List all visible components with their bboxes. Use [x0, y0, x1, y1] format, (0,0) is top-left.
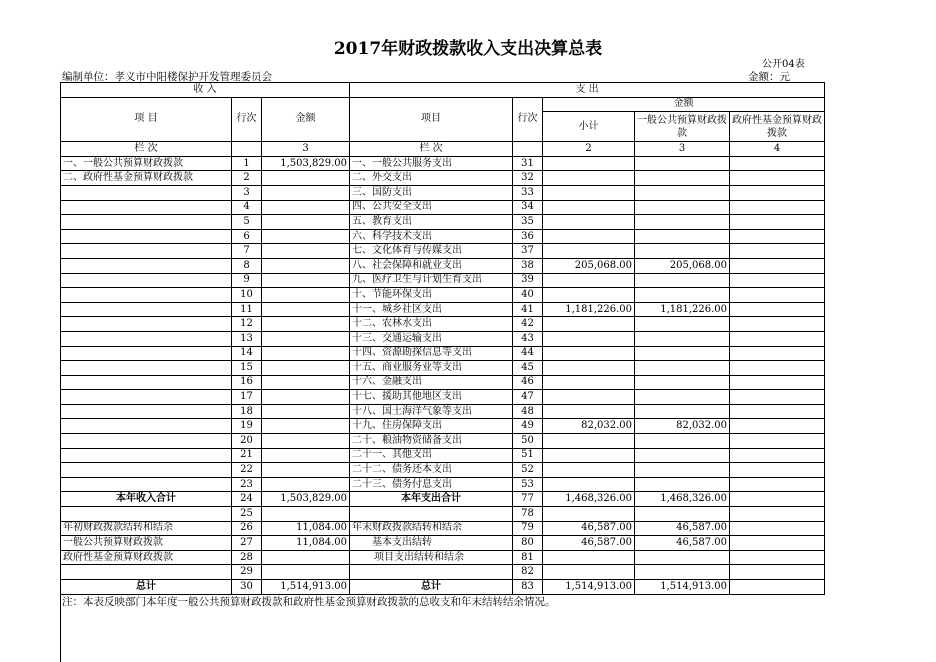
income-line-no: 8: [232, 258, 262, 273]
table-row: [61, 185, 825, 200]
exp-subtotal: [543, 361, 635, 376]
exp-total-gen: 1,468,326.00: [635, 492, 730, 507]
income-amount: [262, 229, 350, 244]
table-row: [61, 434, 825, 449]
income-header: 收 入: [61, 83, 350, 98]
table-row: [61, 302, 825, 317]
exp-item: 十二、农林水支出: [350, 317, 513, 332]
income-item: [61, 244, 232, 259]
income-item: [61, 273, 232, 288]
table-row: [61, 361, 825, 376]
exp-general-budget: [635, 273, 730, 288]
exp-gov-fund: [730, 361, 825, 376]
income-amount: [262, 390, 350, 405]
exp-line-header: 行次: [513, 97, 543, 142]
table-row: [61, 258, 825, 273]
expenditure-header: 支 出: [350, 83, 825, 98]
exp-line-no: 48: [513, 404, 543, 419]
exp-general-budget: [635, 448, 730, 463]
end-balance-no: 79: [513, 521, 543, 536]
grand-total-amt: 1,514,913.00: [262, 580, 350, 595]
income-line-no: 11: [232, 302, 262, 317]
exp-subtotal: 205,068.00: [543, 258, 635, 273]
income-line-no: 3: [232, 185, 262, 200]
table-row: [61, 156, 825, 171]
income-item: [61, 331, 232, 346]
project-carryover-label: 项目支出结转和结余: [350, 550, 513, 565]
exp-subtotal: [543, 477, 635, 492]
income-item: [61, 390, 232, 405]
exp-subtotal: [543, 273, 635, 288]
exp-line-no: 53: [513, 477, 543, 492]
exp-line-no: 33: [513, 185, 543, 200]
income-line-no: 1: [232, 156, 262, 171]
exp-line-no: 44: [513, 346, 543, 361]
income-item: 二、政府性基金预算财政拨款: [61, 171, 232, 186]
exp-line-no: 45: [513, 361, 543, 376]
income-amount: [262, 346, 350, 361]
exp-item: 十五、商业服务业等支出: [350, 361, 513, 376]
reporting-unit: 编制单位：孝义市中阳楼保护开发管理委员会: [62, 71, 272, 83]
exp-item: 十一、城乡社区支出: [350, 302, 513, 317]
exp-general-budget: [635, 215, 730, 230]
exp-item: 一、一般公共服务支出: [350, 156, 513, 171]
exp-general-budget: [635, 375, 730, 390]
income-line-no: 10: [232, 288, 262, 303]
grand-exp-no: 83: [513, 580, 543, 595]
table-row: [61, 448, 825, 463]
income-amount: [262, 448, 350, 463]
income-item-header: 项 目: [61, 97, 232, 142]
end-balance-gen: 46,587.00: [635, 521, 730, 536]
exp-total-label: 本年支出合计: [350, 492, 513, 507]
exp-line-no: 40: [513, 288, 543, 303]
exp-line-no: 49: [513, 419, 543, 434]
table-row: [61, 171, 825, 186]
exp-general-budget: [635, 200, 730, 215]
exp-line-no: 31: [513, 156, 543, 171]
income-amount: [262, 302, 350, 317]
income-item: [61, 361, 232, 376]
income-line-no: 19: [232, 419, 262, 434]
exp-line-no: 42: [513, 317, 543, 332]
income-item: [61, 200, 232, 215]
income-amount: [262, 215, 350, 230]
table-row: [61, 346, 825, 361]
income-item: [61, 375, 232, 390]
col-label: 栏 次: [61, 142, 232, 157]
exp-item: 十七、援助其他地区支出: [350, 390, 513, 405]
income-line-no: 12: [232, 317, 262, 332]
income-item: [61, 404, 232, 419]
exp-line-no: 32: [513, 171, 543, 186]
exp-gov-fund: [730, 390, 825, 405]
exp-gov-fund: [730, 302, 825, 317]
income-amount: [262, 361, 350, 376]
table-row: [61, 215, 825, 230]
exp-subtotal: [543, 200, 635, 215]
income-amount: [262, 463, 350, 478]
exp-item: 六、科学技术支出: [350, 229, 513, 244]
col-subtotal-no: 2: [543, 142, 635, 157]
exp-gov-fund: [730, 200, 825, 215]
grand-exp-sub: 1,514,913.00: [543, 580, 635, 595]
exp-total-no: 77: [513, 492, 543, 507]
income-amount: 1,503,829.00: [262, 156, 350, 171]
income-line-no: 16: [232, 375, 262, 390]
exp-subtotal: [543, 463, 635, 478]
income-line-no: 7: [232, 244, 262, 259]
gov-fund-no: 28: [232, 550, 262, 565]
col-amount-no: 3: [262, 142, 350, 157]
project-carryover-no: 81: [513, 550, 543, 565]
exp-subtotal: [543, 244, 635, 259]
income-amount: [262, 331, 350, 346]
exp-gov-fund: [730, 171, 825, 186]
income-item: [61, 346, 232, 361]
income-amount: [262, 288, 350, 303]
income-amount: [262, 375, 350, 390]
exp-general-budget: [635, 171, 730, 186]
exp-gov-fund: [730, 288, 825, 303]
income-total-amt: 1,503,829.00: [262, 492, 350, 507]
exp-general-budget: 82,032.00: [635, 419, 730, 434]
income-line-no: 17: [232, 390, 262, 405]
income-amount: [262, 258, 350, 273]
blank-ex-no: 78: [513, 507, 543, 522]
exp-general-budget: [635, 463, 730, 478]
exp-general-budget: [635, 317, 730, 332]
exp-item: 十三、交通运输支出: [350, 331, 513, 346]
grand-exp-gen: 1,514,913.00: [635, 580, 730, 595]
exp-subtotal: [543, 331, 635, 346]
exp-general-budget: [635, 244, 730, 259]
exp-line-no: 51: [513, 448, 543, 463]
exp-gov-fund: [730, 434, 825, 449]
exp-item: 十八、国土海洋气象等支出: [350, 404, 513, 419]
exp-subtotal: [543, 404, 635, 419]
exp-subtotal: [543, 448, 635, 463]
exp-subtotal: [543, 434, 635, 449]
income-item: [61, 229, 232, 244]
exp-gov-fund: [730, 477, 825, 492]
income-line-no: 15: [232, 361, 262, 376]
exp-general-budget: [635, 434, 730, 449]
grand-total-no: 30: [232, 580, 262, 595]
exp-line-no: 37: [513, 244, 543, 259]
col-gov-no: 4: [730, 142, 825, 157]
exp-item: 五、教育支出: [350, 215, 513, 230]
table-row: [61, 288, 825, 303]
income-line-header: 行次: [232, 97, 262, 142]
exp-item: 十四、资源勘探信息等支出: [350, 346, 513, 361]
income-item: [61, 463, 232, 478]
table-row: [61, 404, 825, 419]
income-line-no: 20: [232, 434, 262, 449]
exp-line-no: 35: [513, 215, 543, 230]
income-line-no: 18: [232, 404, 262, 419]
exp-item: 八、社会保障和就业支出: [350, 258, 513, 273]
exp-subtotal: 1,181,226.00: [543, 302, 635, 317]
general-budget-no: 27: [232, 536, 262, 551]
exp-gov-fund: [730, 244, 825, 259]
exp-subtotal: [543, 171, 635, 186]
income-item: [61, 215, 232, 230]
exp-item: 二十二、债务还本支出: [350, 463, 513, 478]
amount-group-header: 金额: [543, 97, 825, 112]
exp-line-no: 38: [513, 258, 543, 273]
general-budget-label: 一般公共预算财政拨款: [61, 536, 232, 551]
gov-fund-label: 政府性基金预算财政拨款: [61, 550, 232, 565]
basic-carryover-sub: 46,587.00: [543, 536, 635, 551]
exp-gov-fund: [730, 185, 825, 200]
exp-item: 二十一、其他支出: [350, 448, 513, 463]
income-amount: [262, 171, 350, 186]
table-row: [61, 229, 825, 244]
income-amount-header: 金额: [262, 97, 350, 142]
table-row: [61, 200, 825, 215]
basic-carryover-gen: 46,587.00: [635, 536, 730, 551]
exp-item-header: 项目: [350, 97, 513, 142]
exp-general-budget: [635, 477, 730, 492]
table-row: [61, 244, 825, 259]
exp-gov-fund: [730, 448, 825, 463]
income-line-no: 2: [232, 171, 262, 186]
exp-subtotal: [543, 288, 635, 303]
income-item: [61, 419, 232, 434]
table-row: [61, 390, 825, 405]
footnote: 注：本表反映部门本年度一般公共预算财政拨款和政府性基金预算财政拨款的总收支和年末结转结余情况。: [62, 596, 556, 608]
exp-item: 二、外交支出: [350, 171, 513, 186]
exp-subtotal: 82,032.00: [543, 419, 635, 434]
blank-in-no: 25: [232, 507, 262, 522]
exp-general-budget: [635, 331, 730, 346]
income-line-no: 21: [232, 448, 262, 463]
amount-unit: 金额：元: [748, 71, 790, 83]
exp-item: 四、公共安全支出: [350, 200, 513, 215]
exp-gov-fund: [730, 229, 825, 244]
exp-subtotal: [543, 229, 635, 244]
form-number: 公开04表: [762, 59, 805, 70]
col-general-no: 3: [635, 142, 730, 157]
income-amount: [262, 477, 350, 492]
income-line-no: 14: [232, 346, 262, 361]
table-row: [61, 477, 825, 492]
exp-item: 十六、金融支出: [350, 375, 513, 390]
left-border-line: [60, 594, 61, 662]
income-line-no: 4: [232, 200, 262, 215]
exp-subtotal: [543, 185, 635, 200]
income-line-no: 5: [232, 215, 262, 230]
blank2-in-no: 29: [232, 565, 262, 580]
income-amount: [262, 434, 350, 449]
exp-gov-fund: [730, 375, 825, 390]
budget-summary-table: [60, 82, 825, 595]
income-item: [61, 434, 232, 449]
exp-gov-fund: [730, 404, 825, 419]
income-amount: [262, 244, 350, 259]
table-row: [61, 317, 825, 332]
exp-gov-fund: [730, 346, 825, 361]
income-item: [61, 477, 232, 492]
table-row: [61, 331, 825, 346]
exp-general-budget: 1,181,226.00: [635, 302, 730, 317]
col-label-2: 栏 次: [350, 142, 513, 157]
begin-balance-amt: 11,084.00: [262, 521, 350, 536]
exp-gov-fund: [730, 156, 825, 171]
exp-subtotal: [543, 390, 635, 405]
income-amount: [262, 419, 350, 434]
exp-general-budget: [635, 185, 730, 200]
exp-line-no: 43: [513, 331, 543, 346]
exp-line-no: 47: [513, 390, 543, 405]
exp-general-budget: [635, 346, 730, 361]
income-line-no: 6: [232, 229, 262, 244]
exp-general-budget: [635, 156, 730, 171]
exp-gov-fund: [730, 215, 825, 230]
exp-line-no: 52: [513, 463, 543, 478]
begin-balance-label: 年初财政拨款结转和结余: [61, 521, 232, 536]
income-item: [61, 258, 232, 273]
grand-exp-label: 总计: [350, 580, 513, 595]
exp-general-budget: [635, 390, 730, 405]
exp-line-no: 50: [513, 434, 543, 449]
exp-item: 七、文化体育与传媒支出: [350, 244, 513, 259]
exp-general-budget: [635, 229, 730, 244]
income-line-no: 22: [232, 463, 262, 478]
income-amount: [262, 273, 350, 288]
exp-line-no: 36: [513, 229, 543, 244]
subtotal-header: 小计: [543, 112, 635, 142]
income-item: [61, 317, 232, 332]
income-item: [61, 185, 232, 200]
exp-subtotal: [543, 317, 635, 332]
income-item: [61, 302, 232, 317]
exp-line-no: 34: [513, 200, 543, 215]
exp-gov-fund: [730, 419, 825, 434]
exp-general-budget: 205,068.00: [635, 258, 730, 273]
income-amount: [262, 317, 350, 332]
basic-carryover-label: 基本支出结转: [350, 536, 513, 551]
table-row: [61, 463, 825, 478]
exp-item: 十九、住房保障支出: [350, 419, 513, 434]
exp-gov-fund: [730, 258, 825, 273]
exp-subtotal: [543, 156, 635, 171]
exp-gov-fund: [730, 463, 825, 478]
exp-subtotal: [543, 346, 635, 361]
income-amount: [262, 200, 350, 215]
table-row: [61, 375, 825, 390]
exp-general-budget: [635, 361, 730, 376]
income-line-no: 23: [232, 477, 262, 492]
exp-item: 十、节能环保支出: [350, 288, 513, 303]
income-item: [61, 448, 232, 463]
income-line-no: 9: [232, 273, 262, 288]
income-line-no: 13: [232, 331, 262, 346]
income-item: [61, 288, 232, 303]
gov-fund-header: 政府性基金预算财政拨款: [730, 112, 825, 142]
exp-item: 二十三、债务付息支出: [350, 477, 513, 492]
exp-line-no: 39: [513, 273, 543, 288]
exp-general-budget: [635, 404, 730, 419]
exp-general-budget: [635, 288, 730, 303]
page-title: 2017年财政拨款收入支出决算总表: [333, 39, 603, 59]
table-row: [61, 273, 825, 288]
exp-item: 二十、粮油物资储备支出: [350, 434, 513, 449]
exp-item: 九、医疗卫生与计划生育支出: [350, 273, 513, 288]
end-balance-label: 年末财政拨款结转和结余: [350, 521, 513, 536]
income-item: 一、一般公共预算财政拨款: [61, 156, 232, 171]
exp-line-no: 41: [513, 302, 543, 317]
exp-gov-fund: [730, 331, 825, 346]
end-balance-sub: 46,587.00: [543, 521, 635, 536]
exp-subtotal: [543, 215, 635, 230]
general-budget-amt: 11,084.00: [262, 536, 350, 551]
income-total-label: 本年收入合计: [61, 492, 232, 507]
exp-item: 三、国防支出: [350, 185, 513, 200]
income-amount: [262, 185, 350, 200]
general-budget-header: 一般公共预算财政拨款: [635, 112, 730, 142]
income-total-no: 24: [232, 492, 262, 507]
grand-total-label: 总计: [61, 580, 232, 595]
income-amount: [262, 404, 350, 419]
table-row: [61, 419, 825, 434]
exp-total-sub: 1,468,326.00: [543, 492, 635, 507]
exp-gov-fund: [730, 317, 825, 332]
blank2-ex-no: 82: [513, 565, 543, 580]
exp-gov-fund: [730, 273, 825, 288]
begin-balance-no: 26: [232, 521, 262, 536]
exp-subtotal: [543, 375, 635, 390]
exp-line-no: 46: [513, 375, 543, 390]
basic-carryover-no: 80: [513, 536, 543, 551]
